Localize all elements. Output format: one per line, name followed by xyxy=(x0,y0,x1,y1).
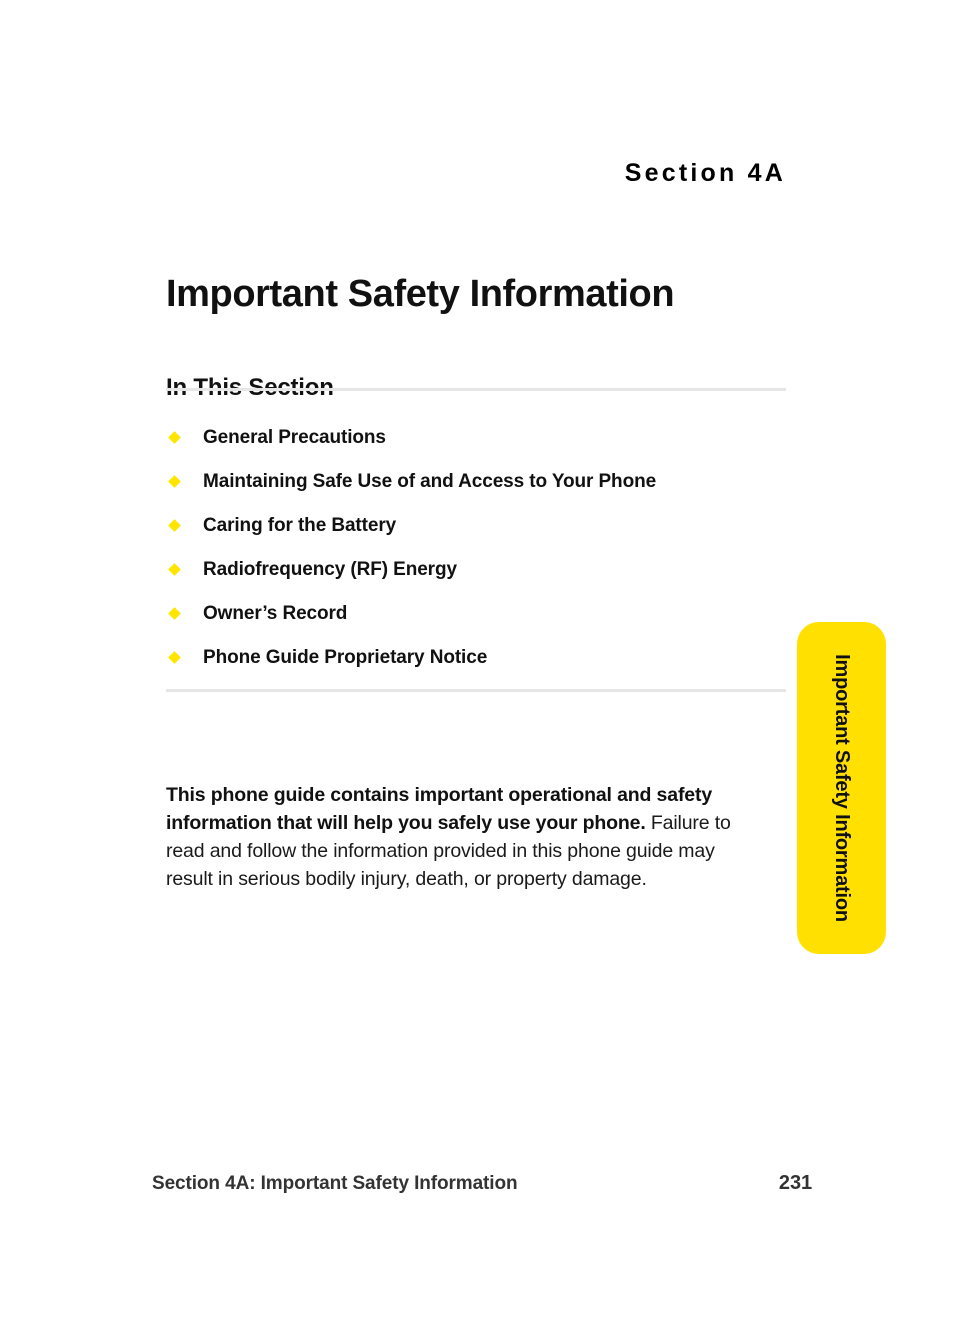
page-number: 231 xyxy=(778,1172,812,1194)
list-item[interactable] xyxy=(166,416,786,460)
divider-top xyxy=(166,388,786,391)
diamond-bullet-icon xyxy=(168,431,181,444)
diamond-bullet-icon xyxy=(168,563,181,576)
page-title: Important Safety Information xyxy=(166,273,675,316)
list-item-label: Radiofrequency (RF) Energy xyxy=(203,559,457,580)
list-item[interactable] xyxy=(166,460,786,504)
safety-notice-lead: This phone guide contains important operational and safety information that will help you safely use your phone. xyxy=(166,783,713,834)
footer-section-label: Section 4A: Important Safety Information xyxy=(152,1173,518,1194)
list-item-label: Caring for the Battery xyxy=(203,515,397,536)
divider-bottom xyxy=(166,689,786,692)
section-eyebrow: Section 4A xyxy=(624,159,786,187)
side-thumb-tab-label: Important Safety Information xyxy=(831,654,853,922)
in-this-section-list xyxy=(166,416,786,680)
side-thumb-tab xyxy=(797,622,886,954)
safety-notice-rest: Failure to read and follow the information provided in this phone guide may result in serious bodily injury, death, or property damage. xyxy=(166,811,731,890)
list-item-label: General Precautions xyxy=(203,427,386,448)
list-item-label: Phone Guide Proprietary Notice xyxy=(203,647,488,668)
diamond-bullet-icon xyxy=(168,519,181,532)
list-item-label: Maintaining Safe Use of and Access to Your Phone xyxy=(203,471,657,492)
list-item-label: Owner’s Record xyxy=(203,603,348,624)
diamond-bullet-icon xyxy=(168,475,181,488)
list-item[interactable] xyxy=(166,592,786,636)
diamond-bullet-icon xyxy=(168,607,181,620)
diamond-bullet-icon xyxy=(168,651,181,664)
safety-notice-paragraph xyxy=(166,781,756,893)
list-item[interactable] xyxy=(166,636,786,680)
list-item[interactable] xyxy=(166,504,786,548)
page-footer xyxy=(152,1172,812,1195)
list-item[interactable] xyxy=(166,548,786,592)
